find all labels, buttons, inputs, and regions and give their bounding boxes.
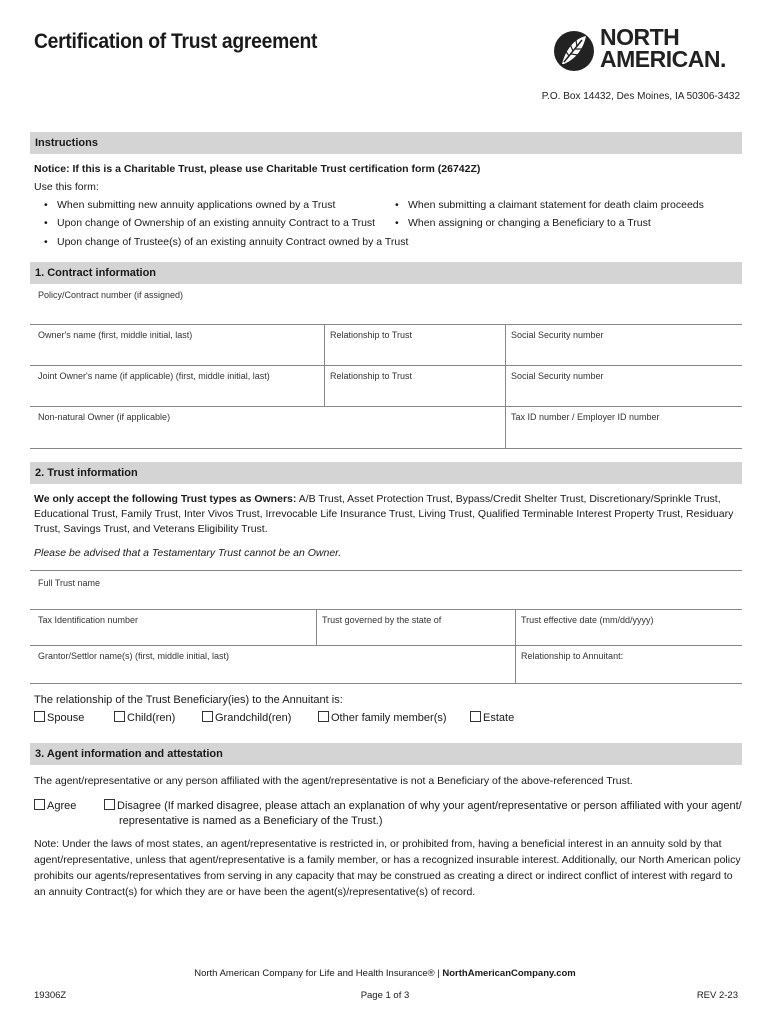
- divider: [515, 609, 516, 645]
- field-label: Full Trust name: [38, 578, 101, 588]
- agent-note: [34, 836, 746, 900]
- agent-note-line: agent/representative, unless that agent/representative is a family member, or has a recognized insurable interest. Additionally, our North American policy: [34, 854, 741, 866]
- testamentary-trust-notice: Please be advised that a Testamentary Trust cannot be an Owner.: [34, 547, 342, 559]
- field-label: Trust effective date (mm/dd/yyyy): [521, 615, 654, 625]
- agent-heading: 3. Agent information and attestation: [35, 748, 223, 760]
- company-address: P.O. Box 14432, Des Moines, IA 50306-3432: [541, 91, 740, 102]
- charitable-trust-notice: Notice: If this is a Charitable Trust, please use Charitable Trust certification form (26742Z): [34, 163, 481, 175]
- divider: [30, 448, 742, 449]
- checkbox-box[interactable]: [114, 711, 125, 722]
- divider: [30, 324, 742, 325]
- field-label: Relationship to Trust: [330, 330, 413, 340]
- field-label: Tax Identification number: [38, 615, 139, 625]
- page-title: Certification of Trust agreement: [34, 30, 318, 53]
- agree-checkbox[interactable]: [34, 799, 76, 812]
- contract-section-header: [30, 262, 742, 284]
- revision-number: REV 2-23: [696, 990, 738, 1001]
- checkbox-label: Agree: [47, 800, 77, 812]
- instruction-bullet: • When assigning or changing a Beneficiary to a Trust: [408, 216, 651, 231]
- logo-line-american: AMERICAN.: [600, 46, 726, 72]
- page-number: Page 1 of 3: [360, 990, 410, 1001]
- contract-heading: 1. Contract information: [35, 267, 157, 279]
- checkbox-label: Child(ren): [127, 712, 176, 724]
- checkbox-box[interactable]: [34, 799, 45, 810]
- accepted-trust-types-lead: We only accept the following Trust types as Owners:: [34, 493, 297, 505]
- field-label: Joint Owner's name (if applicable) (first, middle initial, last): [38, 371, 270, 381]
- disagree-checkbox[interactable]: [104, 799, 742, 829]
- field-label: Relationship to Annuitant:: [521, 651, 624, 661]
- accepted-trust-types-line: Trust, Savings Trust, and Veterans Eligibility Trust.: [34, 523, 268, 535]
- form-number: 19306Z: [34, 990, 67, 1001]
- logo-line-north: NORTH: [600, 24, 680, 50]
- grandchildren-checkbox[interactable]: [202, 711, 291, 724]
- checkbox-box[interactable]: [470, 711, 481, 722]
- spouse-checkbox[interactable]: [34, 711, 84, 724]
- agent-note-line: an annuity Contract(s) for which they are or have been the agent(s)/representative(s) of record.: [34, 886, 476, 898]
- checkbox-label: Grandchild(ren): [215, 712, 292, 724]
- checkbox-label: Disagree (If marked disagree, please attach an explanation of why your agent/representative or person affiliated with your agent/: [117, 800, 742, 812]
- instruction-bullet: • When submitting a claimant statement for death claim proceeds: [408, 198, 704, 213]
- divider: [30, 570, 742, 571]
- instruction-bullet: • Upon change of Ownership of an existing annuity Contract to a Trust: [57, 216, 375, 231]
- divider: [505, 365, 506, 406]
- agent-note-line: prohibits our agents/representatives from serving in any capacity that may be construed as creating a direct or indirect conflict of interest with regard to: [34, 870, 733, 882]
- checkbox-label: Other family member(s): [331, 712, 447, 724]
- trust-heading: 2. Trust information: [35, 467, 138, 479]
- children-checkbox[interactable]: [114, 711, 175, 724]
- leaf-emblem-icon: [552, 28, 596, 74]
- checkbox-box[interactable]: [34, 711, 45, 722]
- company-name: North American Company for Life and Health Insurance® |: [194, 968, 443, 979]
- checkbox-label: Estate: [483, 712, 515, 724]
- company-website-link[interactable]: NorthAmericanCompany.com: [442, 968, 576, 979]
- checkbox-label: Spouse: [47, 712, 85, 724]
- field-label: Trust governed by the state of: [322, 615, 442, 625]
- instructions-heading: Instructions: [35, 137, 98, 149]
- agent-note-line: Note: Under the laws of most states, an agent/representative is restricted in, or prohibited from, having a beneficial interest in an annuity sold by that: [34, 838, 722, 850]
- footer-company: [0, 968, 770, 979]
- north-american-logo: [552, 26, 742, 78]
- beneficiary-relationship-question: The relationship of the Trust Beneficiary(ies) to the Annuitant is:: [34, 694, 343, 706]
- divider: [30, 406, 742, 407]
- other-family-member-checkbox[interactable]: [318, 711, 447, 724]
- divider: [505, 406, 506, 448]
- field-label: Tax ID number / Employer ID number: [511, 412, 660, 422]
- accepted-trust-types-line: A/B Trust, Asset Protection Trust, Bypass/Credit Shelter Trust, Discretionary/Sprinkle Trust,: [296, 493, 721, 505]
- divider: [515, 645, 516, 683]
- checkbox-box[interactable]: [318, 711, 329, 722]
- field-label: Owner's name (first, middle initial, last): [38, 330, 193, 340]
- checkbox-box[interactable]: [104, 799, 115, 810]
- use-form-label: Use this form:: [34, 181, 99, 193]
- divider: [30, 365, 742, 366]
- divider: [316, 609, 317, 645]
- accepted-trust-types-line: Educational Trust, Family Trust, Inter Vivos Trust, Irrevocable Life Insurance Trust, Living Trust, Qualified Terminable Interest Property Trust, Residuary: [34, 508, 734, 520]
- field-label: Non-natural Owner (if applicable): [38, 412, 171, 422]
- agent-section-header: [30, 743, 742, 765]
- field-label: Relationship to Trust: [330, 371, 413, 381]
- instruction-bullet: • When submitting new annuity applications owned by a Trust: [57, 198, 335, 213]
- accepted-trust-types: [34, 492, 744, 537]
- instruction-bullet: • Upon change of Trustee(s) of an existing annuity Contract owned by a Trust: [57, 235, 408, 250]
- field-label: Policy/Contract number (if assigned): [38, 290, 184, 300]
- instructions-section-header: [30, 132, 742, 154]
- divider: [324, 365, 325, 406]
- divider: [324, 324, 325, 365]
- divider: [30, 609, 742, 610]
- divider: [30, 683, 742, 684]
- field-label: Social Security number: [511, 371, 604, 381]
- checkbox-box[interactable]: [202, 711, 213, 722]
- field-label: Grantor/Settlor name(s) (first, middle initial, last): [38, 651, 230, 661]
- trust-section-header: [30, 462, 742, 484]
- agent-attestation-statement: The agent/representative or any person affiliated with the agent/representative is not a Beneficiary of the above-referenced Trust.: [34, 775, 633, 787]
- field-label: Social Security number: [511, 330, 604, 340]
- divider: [30, 645, 742, 646]
- divider: [505, 324, 506, 365]
- estate-checkbox[interactable]: [470, 711, 514, 724]
- checkbox-label-continued: representative is named as a Beneficiary of the Trust.): [119, 815, 383, 827]
